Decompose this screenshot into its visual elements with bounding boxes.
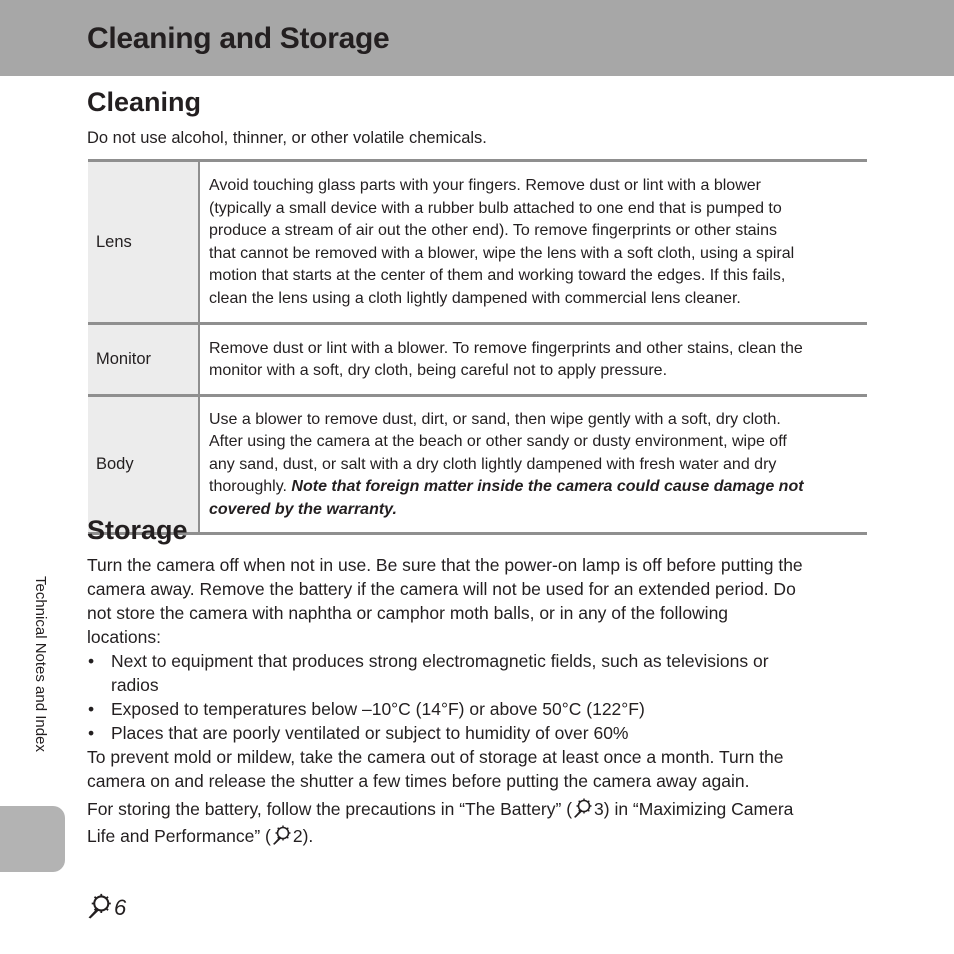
text-line: locations: <box>87 627 161 647</box>
page-number-value: 6 <box>114 895 127 920</box>
technical-notes-reference-icon[interactable] <box>572 798 594 824</box>
table-cell-description <box>199 161 867 324</box>
text-segment: Life and Performance” ( <box>87 826 271 846</box>
technical-notes-reference-icon[interactable] <box>271 825 293 851</box>
text-line: camera on and release the shutter a few times before putting the camera away again. <box>87 771 750 791</box>
bullet-dot: • <box>88 723 95 743</box>
text-line: Exposed to temperatures below –10°C (14°F) or above 50°C (122°F) <box>111 699 645 719</box>
text-line: Turn the camera off when not in use. Be sure that the power-on lamp is off before putting the <box>87 555 803 575</box>
text-segment: For storing the battery, follow the precautions in “The Battery” ( <box>87 799 573 819</box>
table-cell-item: Monitor <box>88 324 199 396</box>
text-plain: thoroughly. <box>209 478 292 496</box>
text-line: radios <box>111 675 159 695</box>
text-line: that cannot be removed with a blower, wipe the lens with a soft cloth, using a spiral <box>209 244 795 262</box>
text-line: motion that starts at the center of them and working toward the edges. If this fails, <box>209 267 786 284</box>
technical-notes-reference-icon <box>86 893 114 925</box>
text-line: (typically a small device with a rubber bulb attached to one end that is pumped to <box>209 199 782 217</box>
warranty-warning: covered by the warranty. <box>209 500 397 518</box>
text-line: Use a blower to remove dust, dirt, or sand, then wipe gently with a soft, dry cloth. <box>209 410 781 428</box>
storage-bullet-list <box>87 649 877 745</box>
storage-paragraph <box>87 553 877 649</box>
sidebar-section-label: Technical Notes and Index <box>32 576 49 752</box>
text-segment: 3) in “Maximizing Camera <box>594 799 794 819</box>
text-line <box>209 476 861 499</box>
bullet-dot: • <box>88 699 95 719</box>
warranty-warning: Note that foreign matter inside the camera could cause damage not <box>291 478 804 496</box>
text-line: clean the lens using a cloth lightly dampened with commercial lens cleaner. <box>209 289 741 307</box>
table-row-monitor <box>88 324 867 396</box>
list-item <box>87 721 877 745</box>
list-item <box>87 649 877 697</box>
text-line <box>87 824 877 851</box>
table-row-lens <box>88 161 867 324</box>
cleaning-heading: Cleaning <box>87 87 202 117</box>
text-line: not store the camera with naphtha or camphor moth balls, or in any of the following <box>87 603 729 623</box>
storage-paragraph <box>87 745 877 793</box>
table-cell-item: Lens <box>88 161 199 324</box>
page-number <box>86 893 126 921</box>
bullet-dot: • <box>88 651 95 671</box>
text-line: Avoid touching glass parts with your fingers. Remove dust or lint with a blower <box>209 177 761 194</box>
table-cell-description <box>199 396 867 534</box>
cleaning-table <box>88 159 867 535</box>
storage-heading: Storage <box>87 515 188 545</box>
storage-paragraph <box>87 797 877 851</box>
text-line: After using the camera at the beach or other sandy or dusty environment, wipe off <box>209 433 787 451</box>
text-line: Next to equipment that produces strong electromagnetic fields, such as televisions or <box>111 651 769 671</box>
text-line: To prevent mold or mildew, take the camera out of storage at least once a month. Turn the <box>87 747 784 767</box>
text-line: camera away. Remove the battery if the camera will not be used for an extended period. Do <box>87 579 796 599</box>
text-line: monitor with a soft, dry cloth, being careful not to apply pressure. <box>209 362 668 379</box>
table-cell-description <box>199 324 867 396</box>
text-line <box>87 797 877 824</box>
table-row-body <box>88 396 867 534</box>
text-line: any sand, dust, or salt with a dry cloth lightly dampened with fresh water and dry <box>209 455 777 473</box>
storage-body <box>87 553 877 851</box>
cleaning-intro: Do not use alcohol, thinner, or other volatile chemicals. <box>87 129 487 147</box>
text-line: Places that are poorly ventilated or subject to humidity of over 60% <box>111 723 629 743</box>
table-cell-item: Body <box>88 396 199 534</box>
text-line: produce a stream of air out the other end). To remove fingerprints or other stains <box>209 222 777 239</box>
section-tab <box>0 806 65 872</box>
text-line: Remove dust or lint with a blower. To remove fingerprints and other stains, clean the <box>209 339 803 357</box>
page-title: Cleaning and Storage <box>87 22 390 55</box>
list-item <box>87 697 877 721</box>
text-segment: 2). <box>292 826 314 846</box>
